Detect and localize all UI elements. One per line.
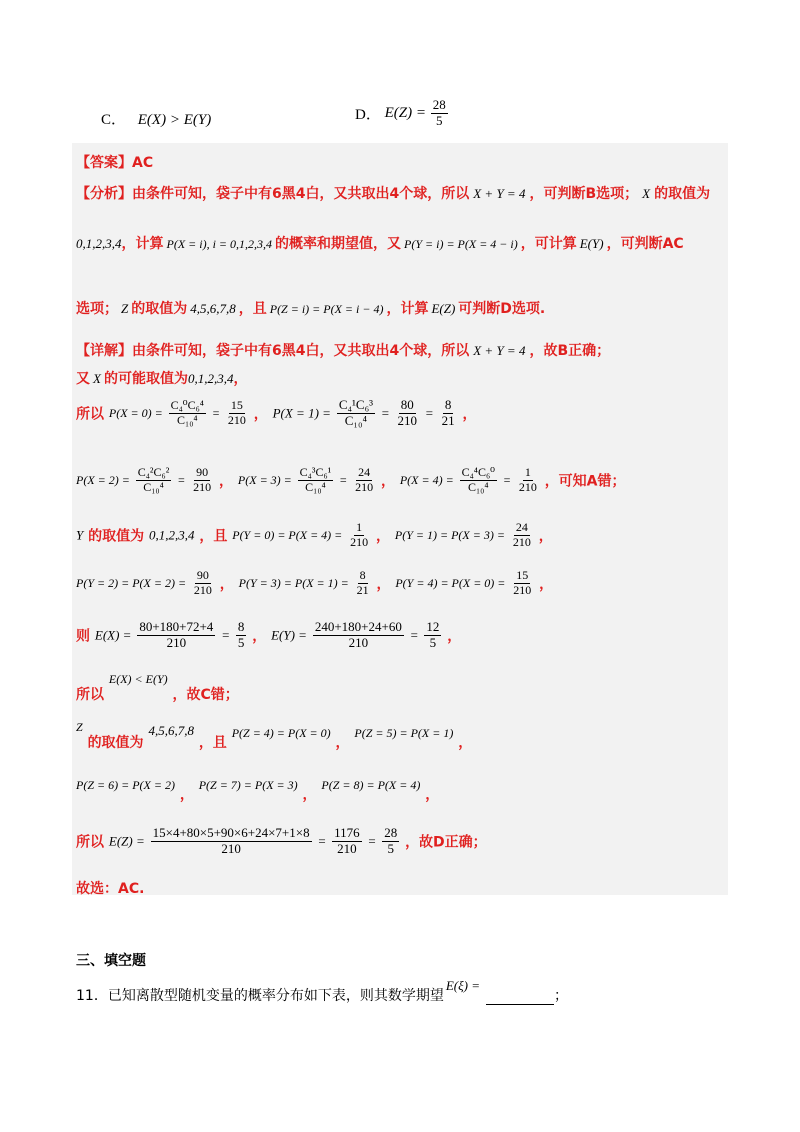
detail-line-5: Y 的取值为 0,1,2,3,4 ，且 P(Y = 0) = P(X = 4) = $\frac{1}{210}$ ， P(Y = 1) = P(X = 3) = $\frac{24}{210}$ ， [76,520,553,549]
detail-line-2: 又 X 的可能取值为0,1,2,3,4， [76,371,248,387]
option-d-fraction: $\frac{28}{5}$ [432,97,446,128]
detail-line-8: 所以 E(X) < E(Y) ，故C错； [76,672,239,703]
detail-line-9: Z 的取值为 4,5,6,7,8 ，且 P(Z = 4) = P(X = 0) ， P(Z = 5) = P(X = 1) ， [76,720,473,751]
option-c-expression: E(X) > E(Y) [137,112,212,128]
question-11: 11．已知离散型随机变量的概率分布如下表，则其数学期望E(ξ) =； [76,978,569,1004]
option-c [101,108,211,129]
analysis-line-1: 【分析】由条件可知，袋子中有6黑4白，又共取出4个球，所以 X + Y = 4 ，可判断B选项； X 的取值为 [76,186,711,202]
section-heading: 三、填空题 [76,953,146,969]
option-d [355,98,449,129]
option-c-label: C． [101,112,127,128]
analysis-line-2: 0,1,2,3,4，计算 P(X = i), i = 0,1,2,3,4 的概率和期望值，又 P(Y = i) = P(X = 4 − i) ，可计算 E(Y) ，可判断AC [76,236,684,252]
detail-line-1: 【详解】由条件可知，袋子中有6黑4白，又共取出4个球，所以 X + Y = 4 ，故B正确； [76,343,611,359]
detail-line-11: 所以 E(Z) = $\frac{15\times 4+80\times 5+90\times 6+24\times 7+1\times 8}{210}$ = $\frac{1176}{210}$ = $\frac{28}{5}$ ，故D正确； [76,825,487,856]
analysis-line-3: 选项； Z 的取值为 4,5,6,7,8 ，且 P(Z = i) = P(X = i − 4) ，计算 E(Z) 可判断D选项. [76,301,546,317]
option-d-expression: E(Z) = [384,104,426,121]
detail-line-4: P(X = 2) = $\frac{\text{C₄²C₆²}}{\text{C₁₀⁴}}$ = $\frac{90}{210}$ ， P(X = 3) = $\frac{\text{C₄³C₆¹}}{\text{C₁₀⁴}}$ = $\frac{24}{210}$ ， P(X = 4) = $\frac{\text{C₄⁴C₆⁰}}{\text{C₁₀⁴}}$ = $\frac{1}{210}$ ，可知A错； [76,465,626,494]
answer-blank[interactable] [486,990,554,1005]
detail-line-7: 则 E(X) = $\frac{80+180+72+4}{210}$ = $\frac{8}{5}$ ， E(Y) = $\frac{240+180+24+60}{210}$ = $\frac{12}{5}$ ， [76,619,462,650]
detail-line-6: P(Y = 2) = P(X = 2) = $\frac{90}{210}$ ， P(Y = 3) = P(X = 1) = $\frac{8}{21}$ ， P(Y = 4) = P(X = 0) = $\frac{15}{210}$ ， [76,568,554,597]
detail-line-10: P(Z = 6) = P(X = 2) ， P(Z = 7) = P(X = 3) ， P(Z = 8) = P(X = 4) ， [76,778,440,803]
answer-line: 【答案】AC [76,155,154,171]
detail-line-12: 故选：AC. [76,881,145,897]
option-d-label: D． [355,106,381,123]
detail-line-3: 所以 P(X = 0) = $\frac{\text{C₄⁰C₆⁴}}{\text{C₁₀⁴}}$ = $\frac{15}{210}$ ， P(X = 1) = $\frac{\text{C₄¹C₆³}}{\text{C₁₀⁴}}$ = $\frac{80}{210}$ = $\frac{8}{21}$ ， [76,397,477,428]
